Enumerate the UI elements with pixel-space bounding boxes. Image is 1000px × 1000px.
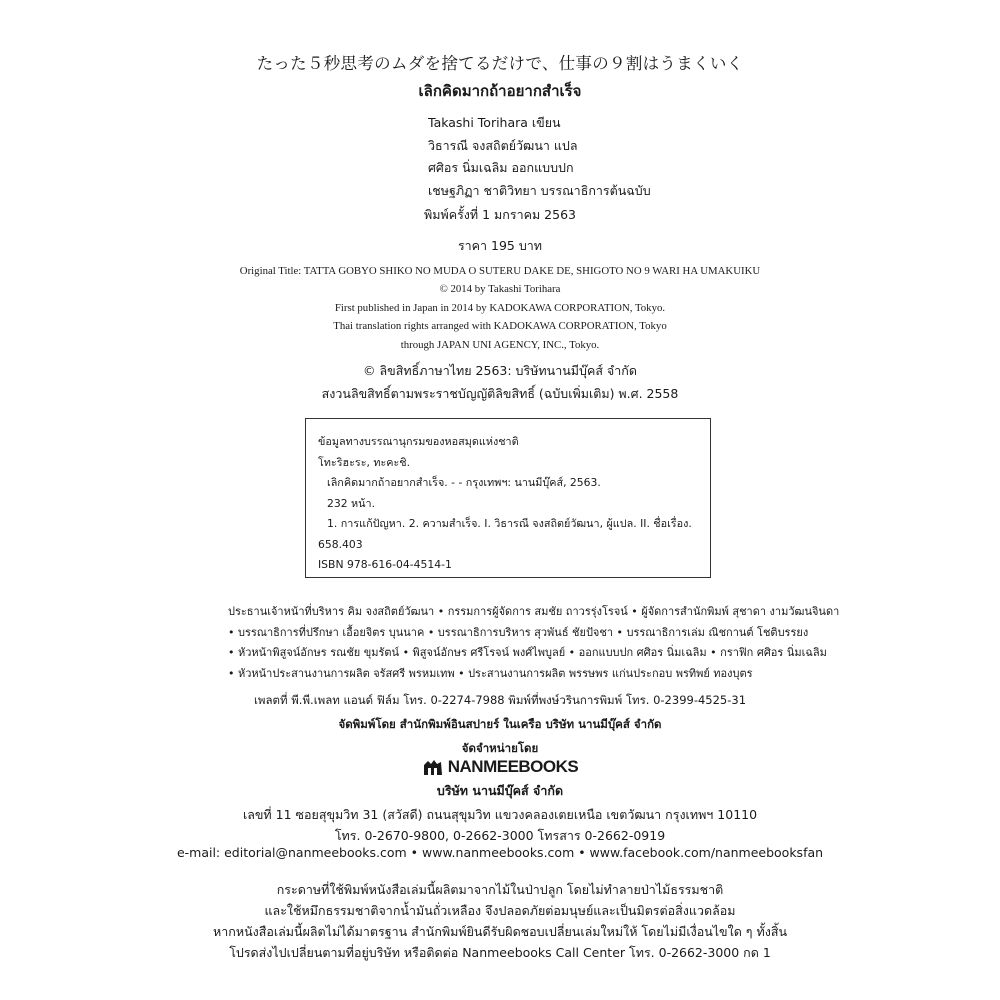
agency-line: through JAPAN UNI AGENCY, INC., Tokyo.	[400, 338, 600, 351]
paper-note	[0, 879, 1000, 963]
company-web: e-mail: editorial@nanmeebooks.com • www.nanmeebooks.com • www.facebook.com/nanmeebooksfan	[176, 845, 824, 860]
cip-box	[305, 418, 711, 578]
thai-copyright	[0, 359, 1000, 405]
plate-print-line: เพลตที่ พี.พี.เพลท แอนด์ ฟิล์ม โทร. 0-2274-7988 พิมพ์ที่พงษ์วรินการพิมพ์ โทร. 0-2399-4525-31	[253, 693, 747, 707]
original-info	[0, 262, 1000, 354]
paper-note-line: โปรดส่งไปเปลี่ยนตามที่อยู่บริษัท หรือติดต่อ Nanmeebooks Call Center โทร. 0-2662-3000 กด 1	[229, 945, 771, 960]
translation-rights-line: Thai translation rights arranged with KADOKAWA CORPORATION, Tokyo	[333, 320, 667, 333]
original-copyright-line: © 2014 by Takashi Torihara	[439, 283, 561, 296]
published-by: จัดพิมพ์โดย สำนักพิมพ์อินสปายร์ ในเครือ บริษัท นานมีบุ๊คส์ จำกัด	[338, 717, 662, 731]
thai-title: เลิกคิดมากถ้าอยากสำเร็จ	[418, 82, 582, 100]
company-name: บริษัท นานมีบุ๊คส์ จำกัด	[436, 783, 564, 798]
logo-text: NANMEEBOOKS	[447, 757, 579, 776]
credit-editor: เชษฐภิฏา ชาติวิทยา บรรณาธิการต้นฉบับ	[428, 182, 651, 198]
credit-author: Takashi Torihara เขียน	[428, 115, 561, 130]
staff-list	[228, 602, 839, 685]
first-print: พิมพ์ครั้งที่ 1 มกราคม 2563	[424, 207, 576, 222]
paper-note-line: กระดาษที่ใช้พิมพ์หนังสือเล่มนี้ผลิตมาจากไม้ในป่าปลูก โดยไม่ทำลายป่าไม้ธรรมชาติ	[276, 882, 724, 897]
original-title-line: Original Title: TATTA GOBYO SHIKO NO MUDA O SUTERU DAKE DE, SHIGOTO NO 9 WARI HA UMAKUIKU	[239, 265, 761, 277]
distributed-by: จัดจำหน่ายโดย	[461, 741, 539, 755]
rights-reserved-line: สงวนลิขสิทธิ์ตามพระราชบัญญัติลิขสิทธิ์ (ฉบับเพิ่มเติม) พ.ศ. 2558	[321, 386, 679, 401]
credit-cover-designer: ศศิอร นิ่มเฉลิม ออกแบบปก	[428, 160, 574, 175]
cip-classification: 658.403	[318, 537, 363, 551]
first-published-line: First published in Japan in 2014 by KADOKAWA CORPORATION, Tokyo.	[334, 301, 666, 314]
staff-line: ประธานเจ้าหน้าที่บริหาร คิม จงสถิตย์วัฒนา • กรรมการผู้จัดการ สมชัย ถาวรรุ่งโรจน์ • ผู้จัดการสำนักพิมพ์ สุชาดา งามวัฒนจินดา	[228, 605, 840, 618]
staff-line: • หัวหน้าพิสูจน์อักษร รณชัย ขุมรัตน์ • พิสูจน์อักษร ศรีโรจน์ พงศ์ไพบูลย์ • ออกแบบปก ศศิอร นิ่มเฉลิม • กราฟิก ศศิอร นิ่มเฉลิม	[228, 646, 827, 660]
staff-line: • หัวหน้าประสานงานการผลิต จรัสศรี พรหมเทพ • ประสานงานการผลิต พรรษพร แก่นประกอบ พรทิพย์ ทองบุตร	[228, 667, 753, 681]
paper-note-line: หากหนังสือเล่มนี้ผลิตไม่ได้มาตรฐาน สำนักพิมพ์ยินดีรับผิดชอบเปลี่ยนเล่มใหม่ให้ โดยไม่มีเงื่อนไขใด ๆ ทั้งสิ้น	[213, 924, 787, 939]
japanese-title: たった５秒思考のムダを捨てるだけで、仕事の９割はうまくいく	[256, 54, 744, 73]
cip-title: เลิกคิดมากถ้าอยากสำเร็จ. - - กรุงเทพฯ: นานมีบุ๊คส์, 2563.	[327, 476, 601, 489]
logo-icon	[422, 759, 444, 776]
credits	[428, 112, 651, 202]
staff-line: • บรรณาธิการที่ปรึกษา เอื้อยจิตร บุนนาค • บรรณาธิการบริหาร สุวพันธ์ ชัยปัจชา • บรรณาธิการเล่ม ณิชกานต์ โชติบรรยง	[228, 625, 809, 639]
company-phone: โทร. 0-2670-9800, 0-2662-3000 โทรสาร 0-2662-0919	[334, 828, 666, 843]
cip-isbn: ISBN 978-616-04-4514-1	[318, 558, 452, 571]
cip-heading: ข้อมูลทางบรรณานุกรมของหอสมุดแห่งชาติ	[318, 435, 519, 448]
cip-author: โทะริฮะระ, ทะคะชิ.	[318, 455, 411, 469]
credit-translator: วิธารณี จงสถิตย์วัฒนา แปล	[428, 137, 578, 153]
cip-subjects: 1. การแก้ปัญหา. 2. ความสำเร็จ. I. วิธารณี จงสถิตย์วัฒนา, ผู้แปล. II. ชื่อเรื่อง.	[327, 517, 692, 530]
paper-note-line: และใช้หมึกธรรมชาติจากน้ำมันถั่วเหลือง จึงปลอดภัยต่อมนุษย์และเป็นมิตรต่อสิ่งแวดล้อม	[264, 903, 736, 918]
price: ราคา 195 บาท	[457, 238, 543, 253]
company-address: เลขที่ 11 ซอยสุขุมวิท 31 (สวัสดี) ถนนสุขุมวิท แขวงคลองเตยเหนือ เขตวัฒนา กรุงเทพฯ 10110	[242, 807, 758, 822]
nanmeebooks-logo	[0, 757, 1000, 777]
thai-copyright-line: © ลิขสิทธิ์ภาษาไทย 2563: บริษัทนานมีบุ๊คส์ จำกัด	[363, 363, 637, 378]
cip-pages: 232 หน้า.	[327, 496, 376, 510]
